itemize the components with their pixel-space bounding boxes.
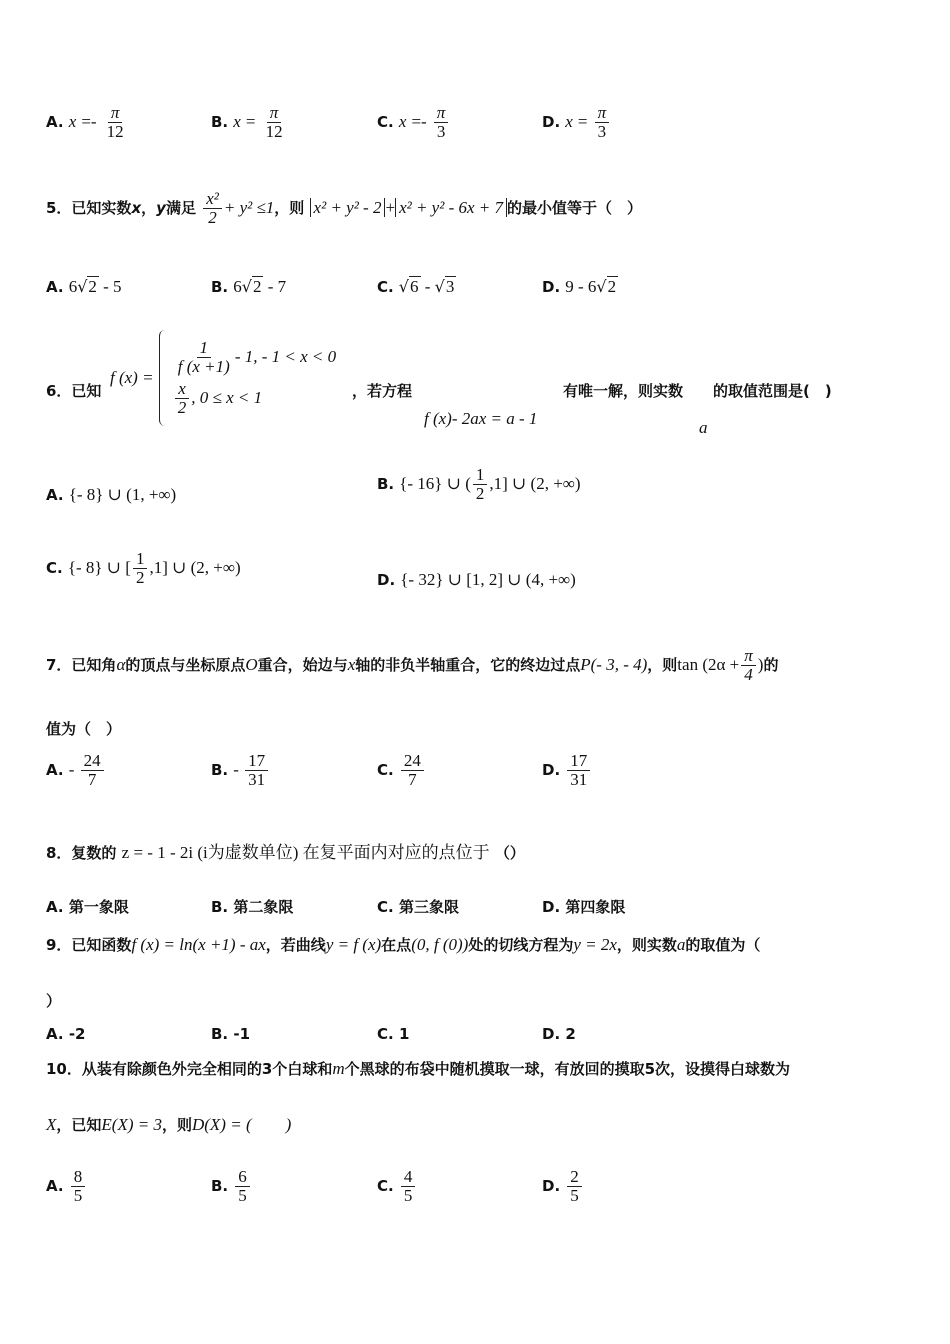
math-expr: 6 (233, 277, 242, 296)
option-label: A. (46, 112, 64, 131)
option-label: C. (377, 1176, 394, 1195)
radicand: 3 (445, 277, 455, 296)
numerator: x² (203, 190, 222, 209)
denominator: 3 (436, 121, 446, 141)
option-label: D. (542, 898, 561, 916)
q6-text-d: 的取值范围是( ) (713, 382, 832, 400)
option-label: D. (542, 278, 561, 296)
text: 的 (763, 655, 779, 674)
denominator: f (x +1) (177, 357, 230, 377)
option-label: B. (211, 112, 229, 131)
question-9-stem (46, 934, 760, 955)
option-label: C. (377, 898, 394, 916)
q6-option-d[interactable] (377, 570, 576, 590)
text: 轴的非负半轴重合，它的终边过点 (355, 655, 581, 674)
fraction (235, 1168, 250, 1205)
option-label: C. (377, 1025, 394, 1043)
denominator: 5 (238, 1185, 247, 1205)
option-text: 第二象限 (233, 898, 294, 916)
q9-option-d[interactable] (542, 1025, 576, 1043)
q9-option-b[interactable] (211, 1025, 250, 1043)
math-var: X (46, 1115, 57, 1134)
q8-option-a[interactable] (46, 896, 129, 917)
option-text: 第一象限 (68, 898, 129, 916)
denominator: 5 (403, 1185, 413, 1205)
q10-option-d[interactable] (542, 1168, 584, 1205)
math-expr: 6 (68, 277, 78, 296)
numerator: 1 (473, 466, 488, 485)
q8-option-d[interactable] (542, 896, 625, 917)
math-expr: P(- 3, - 4) (580, 654, 648, 674)
math-var: x (347, 654, 356, 674)
text: 重合，始边与 (257, 655, 348, 674)
text: 5．已知实数 (46, 198, 132, 217)
q6-text-c: 有唯一解，则实数 (563, 382, 684, 400)
question-6-label: 6．已知 (46, 382, 102, 400)
fraction (81, 752, 104, 789)
math-sign: - (68, 759, 79, 779)
text: 的最小值等于（ ） (507, 198, 643, 217)
math-expr: {- 8} ∪ (1, +∞) (68, 485, 177, 504)
text: （） (494, 844, 525, 862)
option-label: A. (46, 1025, 64, 1043)
numerator: 24 (401, 752, 424, 771)
math-var: x (131, 198, 142, 217)
math-expr: z = - 1 - 2i (i为虚数单位) 在复平面内对应的点位于 (121, 843, 490, 862)
math-sign: =- (411, 111, 427, 131)
question-9-stem-cont: ） (46, 992, 62, 1010)
math-sign: =- (81, 111, 97, 131)
option-label: D. (542, 1176, 561, 1195)
denominator: 4 (744, 664, 753, 684)
math-expr: f (x) = (110, 368, 154, 387)
denominator: 31 (248, 769, 266, 789)
denominator: 7 (408, 769, 417, 789)
q9-option-c[interactable] (377, 1025, 409, 1043)
fraction (245, 752, 268, 789)
text: ，则实数 (616, 936, 677, 954)
math-expr: - 5 (98, 277, 122, 296)
math-expr: {- 16} ∪ ( (399, 473, 471, 493)
question-8-stem (46, 838, 525, 863)
fraction (104, 104, 127, 141)
math-expr: - (420, 277, 435, 296)
q4-option-d[interactable] (542, 104, 611, 141)
option-text: 2 (565, 1025, 576, 1043)
option-text: -1 (233, 1025, 251, 1043)
q8-option-c[interactable] (377, 896, 459, 917)
math-sign: - (233, 759, 244, 779)
option-text: 1 (398, 1025, 410, 1043)
text: 的取值为（ (685, 936, 761, 954)
text: 7．已知角 (46, 655, 117, 674)
math-expr: y = 2x (573, 935, 617, 954)
question-7-stem-cont: 值为（ ） (46, 720, 122, 738)
fraction (434, 104, 449, 141)
denominator: 7 (87, 769, 97, 789)
numerator: 4 (401, 1168, 416, 1187)
numerator: 1 (197, 339, 212, 358)
denominator: 2 (208, 207, 217, 227)
denominator: 12 (106, 121, 124, 141)
numerator: π (595, 104, 610, 123)
option-label: B. (211, 278, 229, 296)
math-var: α (116, 654, 126, 674)
q8-option-b[interactable] (211, 896, 293, 917)
fraction (175, 380, 190, 417)
radicand: 2 (88, 277, 97, 296)
cases (173, 339, 336, 416)
q4-option-c[interactable] (377, 104, 450, 141)
option-label: B. (211, 760, 229, 779)
math-var: m (332, 1059, 345, 1078)
question-7-stem (46, 647, 778, 684)
numerator: π (267, 104, 282, 123)
math-expr: f (x) = ln(x +1) - ax (131, 935, 266, 954)
fraction (263, 104, 286, 141)
numerator: 6 (235, 1168, 250, 1187)
numerator: π (434, 104, 449, 123)
math-var: O (245, 654, 258, 674)
option-label: B. (211, 1025, 229, 1043)
option-label: C. (46, 558, 63, 577)
math-expr: ) (757, 654, 764, 674)
fraction (133, 550, 148, 587)
q6-text-b: ，若方程 (352, 382, 413, 400)
q6-option-a[interactable] (46, 485, 176, 505)
text: ，若曲线 (265, 936, 326, 954)
numerator: 17 (245, 752, 268, 771)
denominator: 12 (265, 121, 283, 141)
numerator: x (175, 380, 189, 399)
math-expr: {- 32} ∪ [1, 2] ∪ (4, +∞) (400, 570, 576, 589)
math-var: x (565, 111, 573, 131)
math-expr: + y² ≤1 (223, 197, 275, 217)
case-2 (173, 380, 336, 417)
q7-option-c[interactable] (377, 752, 426, 789)
math-expr: E(X) = 3 (101, 1115, 162, 1134)
question-10-stem (46, 1058, 790, 1079)
option-label: C. (377, 760, 394, 779)
q6-option-b[interactable] (377, 466, 581, 503)
math-sign: = (577, 111, 588, 131)
numerator: 8 (71, 1168, 86, 1187)
math-expr: {- 8} ∪ [ (67, 557, 131, 577)
q6-equation: f (x)- 2ax = a - 1 (424, 409, 538, 428)
math-expr: ,1] ∪ (2, +∞) (149, 557, 241, 577)
math-var: x (233, 111, 241, 131)
fraction (473, 466, 488, 503)
q10-option-b[interactable] (211, 1168, 252, 1205)
text: 的顶点与坐标原点 (125, 655, 246, 674)
q5-option-a[interactable]: A. 6√2 - 5 (46, 277, 122, 296)
option-label: A. (46, 278, 64, 296)
math-expr: tan (2α + (677, 654, 740, 674)
math-expr: y = f (x) (325, 935, 382, 954)
option-label: A. (46, 1176, 64, 1195)
text: ，已知 (56, 1116, 102, 1134)
math-expr: , 0 ≤ x < 1 (191, 387, 263, 407)
radicand: 2 (607, 277, 617, 296)
option-text: 第三象限 (398, 898, 459, 916)
option-label: A. (46, 486, 64, 504)
option-text: -2 (68, 1025, 86, 1043)
q5-option-b[interactable]: B. 6√2 - 7 (211, 277, 287, 296)
fraction (203, 190, 222, 227)
question-5-stem (46, 190, 642, 227)
option-label: D. (542, 1025, 561, 1043)
numerator: 2 (567, 1168, 582, 1187)
math-expr: D(X) = ( ) (191, 1115, 292, 1134)
q9-option-a[interactable] (46, 1025, 86, 1043)
option-label: A. (46, 898, 64, 916)
abs-expr: x² + y² - 6x + 7 (395, 198, 507, 217)
text: 8．复数的 (46, 844, 117, 862)
piecewise-function (110, 330, 336, 426)
fraction (401, 752, 424, 789)
option-text: 第四象限 (565, 898, 626, 916)
math-expr: ,1] ∪ (2, +∞) (489, 473, 581, 493)
case-1 (173, 339, 336, 376)
q6-option-c[interactable] (46, 550, 241, 587)
q6-var-a: a (699, 418, 708, 437)
text: 10．从装有除颜色外完全相同的3个白球和 (46, 1060, 333, 1078)
option-label: D. (542, 112, 561, 131)
math-expr: - 1, - 1 < x < 0 (234, 347, 337, 367)
math-expr: 9 - 6 (565, 277, 597, 296)
denominator: 2 (135, 567, 145, 587)
math-expr: (0, f (0)) (411, 935, 469, 954)
q5-option-c[interactable]: C. √6 - √3 (377, 277, 455, 296)
fraction (567, 752, 590, 789)
denominator: 2 (177, 397, 187, 417)
fraction (595, 104, 610, 141)
option-label: D. (377, 571, 396, 589)
text: 满足 (165, 198, 196, 217)
radicand: 2 (252, 277, 262, 296)
q7-option-b[interactable] (211, 752, 270, 789)
denominator: 5 (73, 1185, 83, 1205)
text: 处的切线方程为 (468, 936, 574, 954)
denominator: 5 (570, 1185, 579, 1205)
math-var: y (156, 198, 166, 217)
denominator: 2 (475, 483, 485, 503)
option-label: C. (377, 278, 394, 296)
text: ，则 (161, 1116, 192, 1134)
denominator: 31 (570, 769, 588, 789)
fraction (175, 339, 233, 376)
text: 9．已知函数 (46, 936, 132, 954)
q7-option-d[interactable] (542, 752, 592, 789)
option-label: B. (377, 474, 395, 493)
numerator: π (108, 104, 123, 123)
option-label: C. (377, 112, 394, 131)
q10-option-c[interactable] (377, 1168, 417, 1205)
text: ， (141, 198, 157, 217)
text: ，则 (274, 198, 305, 217)
radicand: 6 (410, 277, 419, 296)
q4-option-b[interactable] (211, 104, 288, 141)
brace (159, 330, 168, 426)
math-sign: = (245, 111, 256, 131)
numerator: 17 (567, 752, 590, 771)
question-10-stem-cont (46, 1110, 291, 1135)
text: 在点 (381, 936, 412, 954)
math-var: x (68, 111, 77, 131)
option-label: D. (542, 760, 561, 779)
math-var: a (676, 935, 686, 954)
denominator: 3 (597, 121, 607, 141)
q7-option-a[interactable] (46, 752, 106, 789)
math-var: x (398, 111, 407, 131)
q10-option-a[interactable] (46, 1168, 87, 1205)
q4-option-a[interactable] (46, 104, 129, 141)
numerator: 1 (133, 550, 148, 569)
abs-expr: x² + y² - 2 (310, 198, 386, 217)
fraction (567, 1168, 582, 1205)
numerator: 24 (81, 752, 104, 771)
option-label: A. (46, 760, 64, 779)
fraction (71, 1168, 86, 1205)
fraction (401, 1168, 416, 1205)
q5-option-d[interactable]: D. 9 - 6√2 (542, 277, 617, 296)
text: ，则 (647, 655, 678, 674)
math-expr: - 7 (263, 277, 287, 296)
text: 个黑球的布袋中随机摸取一球，有放回的摸取5次，设摸得白球数为 (344, 1060, 791, 1078)
numerator: π (741, 647, 756, 666)
math-sign: + (385, 197, 396, 217)
option-label: B. (211, 1176, 229, 1195)
fraction (741, 647, 756, 684)
option-label: B. (211, 898, 229, 916)
